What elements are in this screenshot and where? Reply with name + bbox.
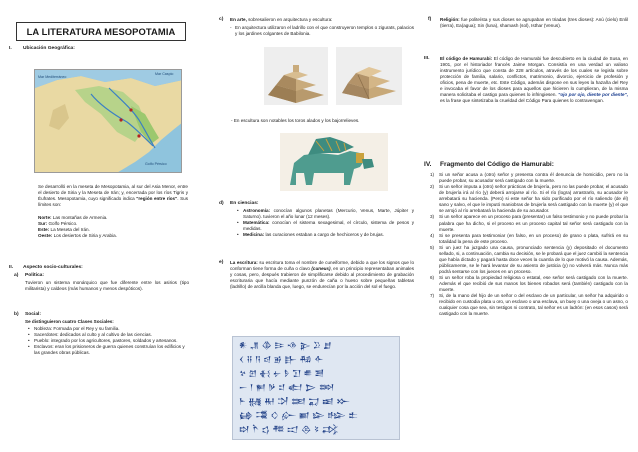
ziggurat-graphic-1 bbox=[264, 47, 328, 105]
science-label: d) bbox=[219, 201, 224, 206]
religion-text: Religión: fue politeísta y sus dioses se agrupaban en triadas (tres dioses): Anú (cielo) Enlil (tierra), Ea(agua); Sin (luna), shamash (sol), Isthar (Venus). bbox=[440, 17, 628, 29]
section-2-number: II. bbox=[9, 265, 14, 270]
politics-label: a) bbox=[14, 273, 19, 278]
art-intro: En arte, sobresalieron en arquitectura y escultura: bbox=[230, 17, 333, 22]
science-list bbox=[236, 208, 414, 238]
geography-intro-end: . Sus límites son: bbox=[38, 196, 188, 208]
religion-label: f) bbox=[428, 17, 432, 22]
social-title: Social: bbox=[25, 312, 42, 317]
art-label: c) bbox=[219, 17, 224, 22]
geography-intro: Se desarrolló en la meseta de Mesopotamia, al sur del Asia Menor, entre el desierto de Siria y la Meseta de Irán; y, encerrada por los ríos Tigris y Éufrates. Mesopotamia, cuyo significado indica bbox=[38, 184, 188, 202]
ziggurat-image-1 bbox=[264, 47, 328, 105]
politics-title: Política: bbox=[25, 273, 45, 278]
list-item-medicine: • Medicina: las curaciones estaban a cargo de hechiceros y de brujas. bbox=[236, 232, 414, 238]
social-subtitle: Se distinguieron cuatro Clases Sociales: bbox=[25, 319, 114, 324]
winged-bull-graphic bbox=[280, 133, 388, 191]
architecture-text: - En arquitectura utilizaron el ladrillo con el que construyeron templos o zigurats, palacios y los jardines colgantes de Babilonia. bbox=[230, 25, 414, 37]
geography-paragraph bbox=[38, 184, 188, 208]
limit-north: Norte: Las montañas de Armenia. bbox=[38, 215, 108, 220]
limit-east: Este: La Meseta del Irán. bbox=[38, 227, 90, 233]
science-title: En ciencias: bbox=[230, 201, 259, 206]
list-item: • Esclavos: eran los prisioneros de guerra quienes construían los edificios y las grandes obras públicas. bbox=[27, 344, 189, 356]
section-4-title: Fragmento del Código de Hamurabi: bbox=[440, 161, 554, 168]
geography-quote: "región entre ríos" bbox=[136, 196, 178, 202]
law-item: 5) Si un juez ha juzgado una causa, pronunciado sentencia (y) depositado el documento sellado, si, a continuación, cambia su decisión, se le probará que el juez cambió la sentencia que había dictado y pagará hasta doce veces la cuantía de lo que motivó la causa. Además, públicamente, se le hará levantar de su asiento de justicia (y) no volverá más. Nunca más podrá sentarse con los jueces en un proceso. bbox=[430, 244, 628, 274]
social-classes-list bbox=[27, 326, 189, 356]
map-label-mediterranean: Mar Mediterráneo bbox=[38, 75, 67, 79]
politics-text: Tuvieron un sistema monárquico que fue diferente entre los asirios (tipo militarista) y caldeos (más humanos y menos despóticos). bbox=[25, 280, 189, 292]
page-title: LA LITERATURA MESOPOTAMIA bbox=[26, 26, 176, 37]
law-item: 6) Si un señor roba la propiedad religiosa o estatal, ese señor será castigado con la muerte. Además el que recibió de sus manos los bienes robados será (también) castigado con la muerte. bbox=[430, 275, 628, 293]
limit-west: Oeste: Los desiertos de Siria y Arabia. bbox=[38, 233, 117, 239]
mesopotamia-map-image bbox=[34, 69, 182, 173]
section-1-title: Ubicación Geográfica: bbox=[23, 46, 75, 51]
section-2-title: Aspecto socio-culturales: bbox=[23, 265, 83, 270]
writing-label: e) bbox=[219, 260, 224, 265]
list-item: • Sacerdotes: dedicados al culto y al cultivo de las ciencias. bbox=[27, 332, 189, 338]
page-title-box bbox=[16, 22, 186, 41]
law-item: 7) Si, de la mano del hijo de un señor o del esclavo de un particular, un señor ha adquirido o recibido en custodia plata u oro, un esclavo o una esclava, un buey o una oveja o un asno, o cualquier cosa que sea, sin testigos ni contrato, tal señor es un ladrón: (en esos casos) será castigado con la muerte. bbox=[430, 293, 628, 317]
law-item: 2) Si un señor imputa a (otro) señor prácticas de brujería, pero no las puede probar, el acusado de brujería irá al río (y) deberá arrojarse al río. Si el río (logra) arrastrarlo, su acusador le arrebatará su hacienda. (Pero) si este señor ha sido purificado por el río saliendo (de él) sano y salvo, el que le imputó maniobras de brujería será castigado con la muerte (y) el que se arrojó al río arrebatará la hacienda de su acusador. bbox=[430, 184, 628, 214]
limits-list bbox=[38, 215, 188, 239]
social-label: b) bbox=[14, 312, 19, 317]
limit-south: Sur: Golfo Pérsico. bbox=[38, 221, 78, 227]
section-4-number: IV. bbox=[424, 161, 432, 168]
winged-bull-image bbox=[280, 133, 388, 191]
sculpture-text: - En escultura son notables los toros alados y los bajorrelieves. bbox=[231, 118, 360, 123]
map-label-persian-gulf: Golfo Pérsico bbox=[145, 162, 167, 166]
hammurabi-code-text: El código de Hamurabi: El código de Hamurabi fue descubierto en la ciudad de Susa, en 1901, por el historiador francés Jaime Morgan. Consistía en una verdad un valioso instrumento jurídico que consta de 228 artículos, através de los cuales se legisla sobre protección de familia, salario, conflictos, matrimonio, divorcio, ejercicio de profesión y oficios, pena de muerte, etc. Este Código, además dispone en sus leyes la hazaña del Rey e invocaba el favor de los dioses para aquellos que hicieren lo cumplieran, de la misma manera solicitaba el castigo para quienes lo infringiesen. "ojo por ojo, diente por diente", es la frase que sintetizaba la crueldad del Código Para quienes lo contravengan. bbox=[440, 56, 628, 104]
cuneiform-tablet-image: 𒀭 𒂗 𒆠 𒄿 𒈾 𒉌 𒊒 𒋗 𒌋 𒍝 𒀀 𒁀 𒂊 𒃲 𒄀 𒅆 𒆳 𒇻 𒈬 𒉡 𒊩 𒋛 𒌑 𒍪 𒀸 𒁹 𒂍 𒃻 𒄑 𒅗 𒆕 𒇷 𒈨 𒉆 𒊑 𒋫 𒌅 𒍑 𒀜 𒁍 𒂵 𒃮 𒄭 𒅎 𒆤 𒇽 𒈗 𒉺 𒊭 𒋻 𒌓 𒍣 𒀊 𒁲 𒂟 𒃶 bbox=[232, 336, 400, 440]
map-label-caspian: Mar Caspio bbox=[155, 72, 174, 76]
writing-text: La escritura: su escritura toma el nombre de cuneiforme, debido a que los signos que lo conforman tiene forma de cuña o clavo (cuneus), en un principio representaban animales y cosas, pero, después trabieron de simplificarse debido al procedimiento de grabación escrituraria que hacía mediante punzón de caña o hueso sobre pequeñas tabletas (ladrillo) de arcilla blanda que, luego, se endurecían por la acción del sol el fuego. bbox=[230, 260, 415, 290]
ziggurat-image-2 bbox=[336, 47, 402, 105]
laws-list bbox=[430, 172, 628, 318]
list-item-mathematics: • Matemática: conocían el sistema sexagesimal, el círculo, sistema de pesos y medidas. bbox=[236, 220, 414, 232]
map-graphic bbox=[35, 70, 182, 173]
list-item: • Pueblo: integrado por los agricultores, pastores, soldados y artesanos. bbox=[27, 338, 189, 344]
list-item: • Nobleza: Formada por el Rey y su familia. bbox=[27, 326, 189, 332]
section-3-number: III. bbox=[424, 56, 430, 61]
law-item: 4) Si se presenta para testimoniar (en falso, en un proceso) de grano o plata, sufrirá en su totalidad la pena de este proceso. bbox=[430, 232, 628, 244]
ziggurat-graphic-2 bbox=[336, 47, 402, 105]
list-item-astronomy: • Astronomía: conocían algunos planetas (Mercurio, Venus, Marte, Júpiter y Saturno). tuvieron el año lunar (12 meses). bbox=[236, 208, 414, 220]
law-item: 3) Si un señor aparece en un proceso para (presentar) un falso testimonio y no puede probar la palabra que ha dicho, si el proceso es un proceso capital tal señor será castigado con la muerte. bbox=[430, 214, 628, 232]
section-1-number: I. bbox=[9, 46, 12, 51]
law-item: 1) Si un señor acusa a (otro) señor y presenta contra él denuncia de homicidio, pero no la puede probar, su acusador será castigado con la muerte. bbox=[430, 172, 628, 184]
